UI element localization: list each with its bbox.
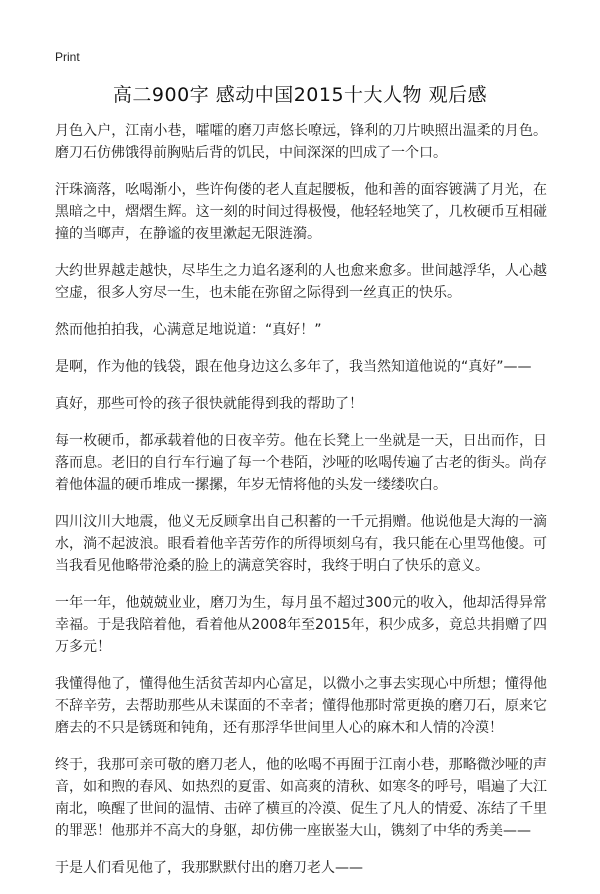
print-link[interactable]: Print — [55, 50, 80, 64]
paragraph: 终于，我那可亲可敬的磨刀老人，他的吆喝不再囿于江南小巷，那略微沙哑的声音，如和煦的春风、如热烈的夏雷、如高爽的清秋、如寒冬的呼号，唱遍了大江南北，唤醒了世间的温情、击碎了横亘的冷漠、促生了凡人的情爱、冻结了千里的罪恶！他那并不高大的身躯，却仿佛一座嵌崟大山，镌刻了中华的秀美—— — [55, 757, 547, 839]
paragraph: 每一枚硬币，都承载着他的日夜辛劳。他在长凳上一坐就是一天，日出而作，日落而息。老旧的自行车行遍了每一个巷陌，沙哑的吆喝传遍了古老的街头。尚存着他体温的硬币堆成一摞摞，年岁无情将他的头发一缕缕吹白。 — [55, 433, 547, 493]
paragraph: 汗珠滴落，吆喝渐小，些许佝偻的老人直起腰板，他和善的面容镀满了月光，在黑暗之中，熠熠生辉。这一刻的时间过得极慢，他轻轻地笑了，几枚硬币互相碰撞的当啷声，在静谧的夜里漱起无限涟漪。 — [55, 182, 547, 242]
paragraph: 我懂得他了，懂得他生活贫苦却内心富足，以微小之事去实现心中所想；懂得他不辞辛劳，去帮助那些从未谋面的不幸者；懂得他那时常更换的磨刀石，原来它磨去的不只是锈斑和钝角，还有那浮华世间里人心的麻木和人情的冷漠！ — [55, 676, 547, 736]
paragraph: 然而他拍拍我，心满意足地说道：“真好！” — [55, 322, 322, 338]
paragraph: 一年一年，他兢兢业业，磨刀为生，每月虽不超过300元的收入，他却活得异常幸福。于是我陪着他，看着他从2008年至2015年，积少成多，竟总共捐赠了四万多元！ — [55, 595, 547, 655]
paragraph: 是啊，作为他的钱袋，跟在他身边这么多年了，我当然知道他说的“真好”—— — [55, 359, 532, 375]
paragraph: 月色入户，江南小巷，嚯嚯的磨刀声悠长嘹远，锋利的刀片映照出温柔的月色。磨刀石仿佛饿得前胸贴后背的饥民，中间深深的凹成了一个口。 — [55, 123, 547, 161]
paragraph: 于是人们看见他了，我那默默付出的磨刀老人—— — [55, 860, 363, 876]
paragraph: 真好，那些可怜的孩子很快就能得到我的帮助了！ — [55, 396, 363, 412]
article-body — [55, 120, 547, 894]
paragraph: 大约世界越走越快，尽毕生之力追名逐利的人也愈来愈多。世间越浮华，人心越空虚，很多人穷尽一生，也未能在弥留之际得到一丝真正的快乐。 — [55, 263, 547, 301]
paragraph: 四川汶川大地震，他义无反顾拿出自己积蓄的一千元捐赠。他说他是大海的一滴水，淌不起波浪。眼看着他辛苦劳作的所得顷刻乌有，我只能在心里骂他傻。可当我看见他略带沧桑的脸上的满意笑容时，我终于明白了快乐的意义。 — [55, 514, 547, 574]
article-title: 高二900字 感动中国2015十大人物 观后感 — [112, 84, 488, 106]
